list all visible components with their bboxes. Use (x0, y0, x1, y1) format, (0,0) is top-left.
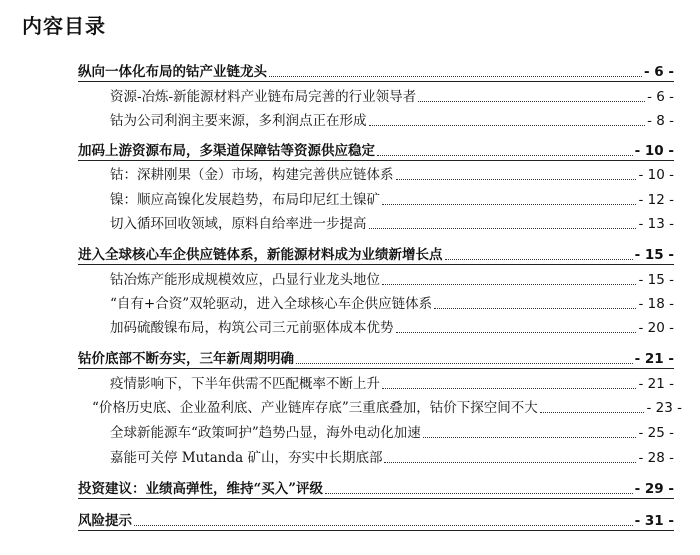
toc-entry[interactable] (110, 268, 674, 290)
toc-entry-text: 钴为公司利润主要来源，多利润点正在形成 (110, 113, 367, 129)
toc-entry-text: 投资建议：业绩高弹性，维持“买入”评级 (78, 481, 324, 497)
toc-page-number: - 23 - (646, 400, 682, 416)
dot-leader (445, 259, 633, 260)
toc-entry-text: “价格历史底、企业盈利底、产业链库存底”三重底叠加，钴价下探空间不大 (92, 400, 538, 416)
toc-entry-text: 资源-冶炼-新能源材料产业链布局完善的行业领导者 (110, 89, 417, 105)
dot-leader (423, 437, 637, 438)
toc-page-number: - 21 - (634, 351, 674, 367)
dot-leader (396, 332, 637, 333)
toc-entry-text: 风险提示 (78, 513, 132, 529)
toc-entry-text: 进入全球核心车企供应链体系，新能源材料成为业绩新增长点 (78, 247, 443, 263)
toc-page-number: - 10 - (634, 143, 674, 159)
toc-page-number: - 15 - (638, 272, 674, 288)
toc-page-number: - 31 - (634, 513, 674, 529)
dot-leader (382, 204, 636, 205)
toc-entry-text: 加码上游资源布局，多渠道保障钴等资源供应稳定 (78, 143, 375, 159)
toc-entry[interactable] (110, 188, 674, 210)
toc-entry[interactable] (78, 139, 674, 161)
dot-leader (369, 125, 646, 126)
toc-entry[interactable] (110, 421, 674, 443)
dot-leader (382, 388, 636, 389)
toc-entry[interactable] (78, 509, 674, 531)
dot-leader (434, 308, 636, 309)
toc-entry[interactable] (78, 243, 674, 265)
dot-leader (396, 179, 637, 180)
dot-leader (325, 493, 633, 494)
toc-entry-text: 钴冶炼产能形成规模效应，凸显行业龙头地位 (110, 272, 380, 288)
toc-entry[interactable] (92, 396, 682, 418)
toc-page-number: - 29 - (634, 481, 674, 497)
toc-entry-text: 加码硫酸镍布局，构筑公司三元前驱体成本优势 (110, 320, 394, 336)
toc-page-number: - 12 - (638, 192, 674, 208)
dot-leader (418, 101, 645, 102)
toc-entry[interactable] (110, 292, 674, 314)
toc-entry[interactable] (78, 60, 674, 82)
toc-page-number: - 6 - (644, 64, 674, 80)
toc-title: 内容目录 (22, 14, 106, 38)
dot-leader (382, 284, 636, 285)
toc-page-number: - 10 - (638, 167, 674, 183)
dot-leader (384, 462, 636, 463)
toc-entry-text: 钴：深耕刚果（金）市场，构建完善供应链体系 (110, 167, 394, 183)
toc-page-number: - 6 - (647, 89, 674, 105)
dot-leader (377, 155, 633, 156)
dot-leader (269, 76, 642, 77)
toc-entry[interactable] (78, 477, 674, 499)
toc-entry[interactable] (110, 163, 674, 185)
toc-page-number: - 13 - (638, 216, 674, 232)
toc-entry-text: 钴价底部不断夯实，三年新周期明确 (78, 351, 294, 367)
toc-entry[interactable] (78, 347, 674, 369)
toc-page-number: - 21 - (638, 376, 674, 392)
toc-entry-text: 全球新能源车“政策呵护”趋势凸显，海外电动化加速 (110, 425, 421, 441)
toc-entry[interactable] (110, 446, 674, 468)
toc-page-number: - 8 - (647, 113, 674, 129)
toc-page-number: - 28 - (638, 450, 674, 466)
toc-entry-text: 疫情影响下，下半年供需不匹配概率不断上升 (110, 376, 380, 392)
toc-entry[interactable] (110, 109, 674, 131)
dot-leader (540, 412, 645, 413)
dot-leader (296, 363, 633, 364)
toc-page-number: - 25 - (638, 425, 674, 441)
toc-entry-text: 镍：顺应高镍化发展趋势，布局印尼红土镍矿 (110, 192, 380, 208)
dot-leader (369, 228, 637, 229)
toc-entry[interactable] (110, 372, 674, 394)
toc-entry[interactable] (110, 212, 674, 234)
toc-entry-text: 嘉能可关停 Mutanda 矿山，夯实中长期底部 (110, 450, 383, 466)
toc-entry[interactable] (110, 85, 674, 107)
toc-page-number: - 15 - (634, 247, 674, 263)
toc-entry-text: “自有+合资”双轮驱动，进入全球核心车企供应链体系 (110, 296, 433, 312)
toc-entry-text: 纵向一体化布局的钴产业链龙头 (78, 64, 267, 80)
dot-leader (134, 525, 633, 526)
toc-page-number: - 20 - (638, 320, 674, 336)
toc-entry[interactable] (110, 316, 674, 338)
toc-entry-text: 切入循环回收领域，原料自给率进一步提高 (110, 216, 367, 232)
toc-page-number: - 18 - (638, 296, 674, 312)
